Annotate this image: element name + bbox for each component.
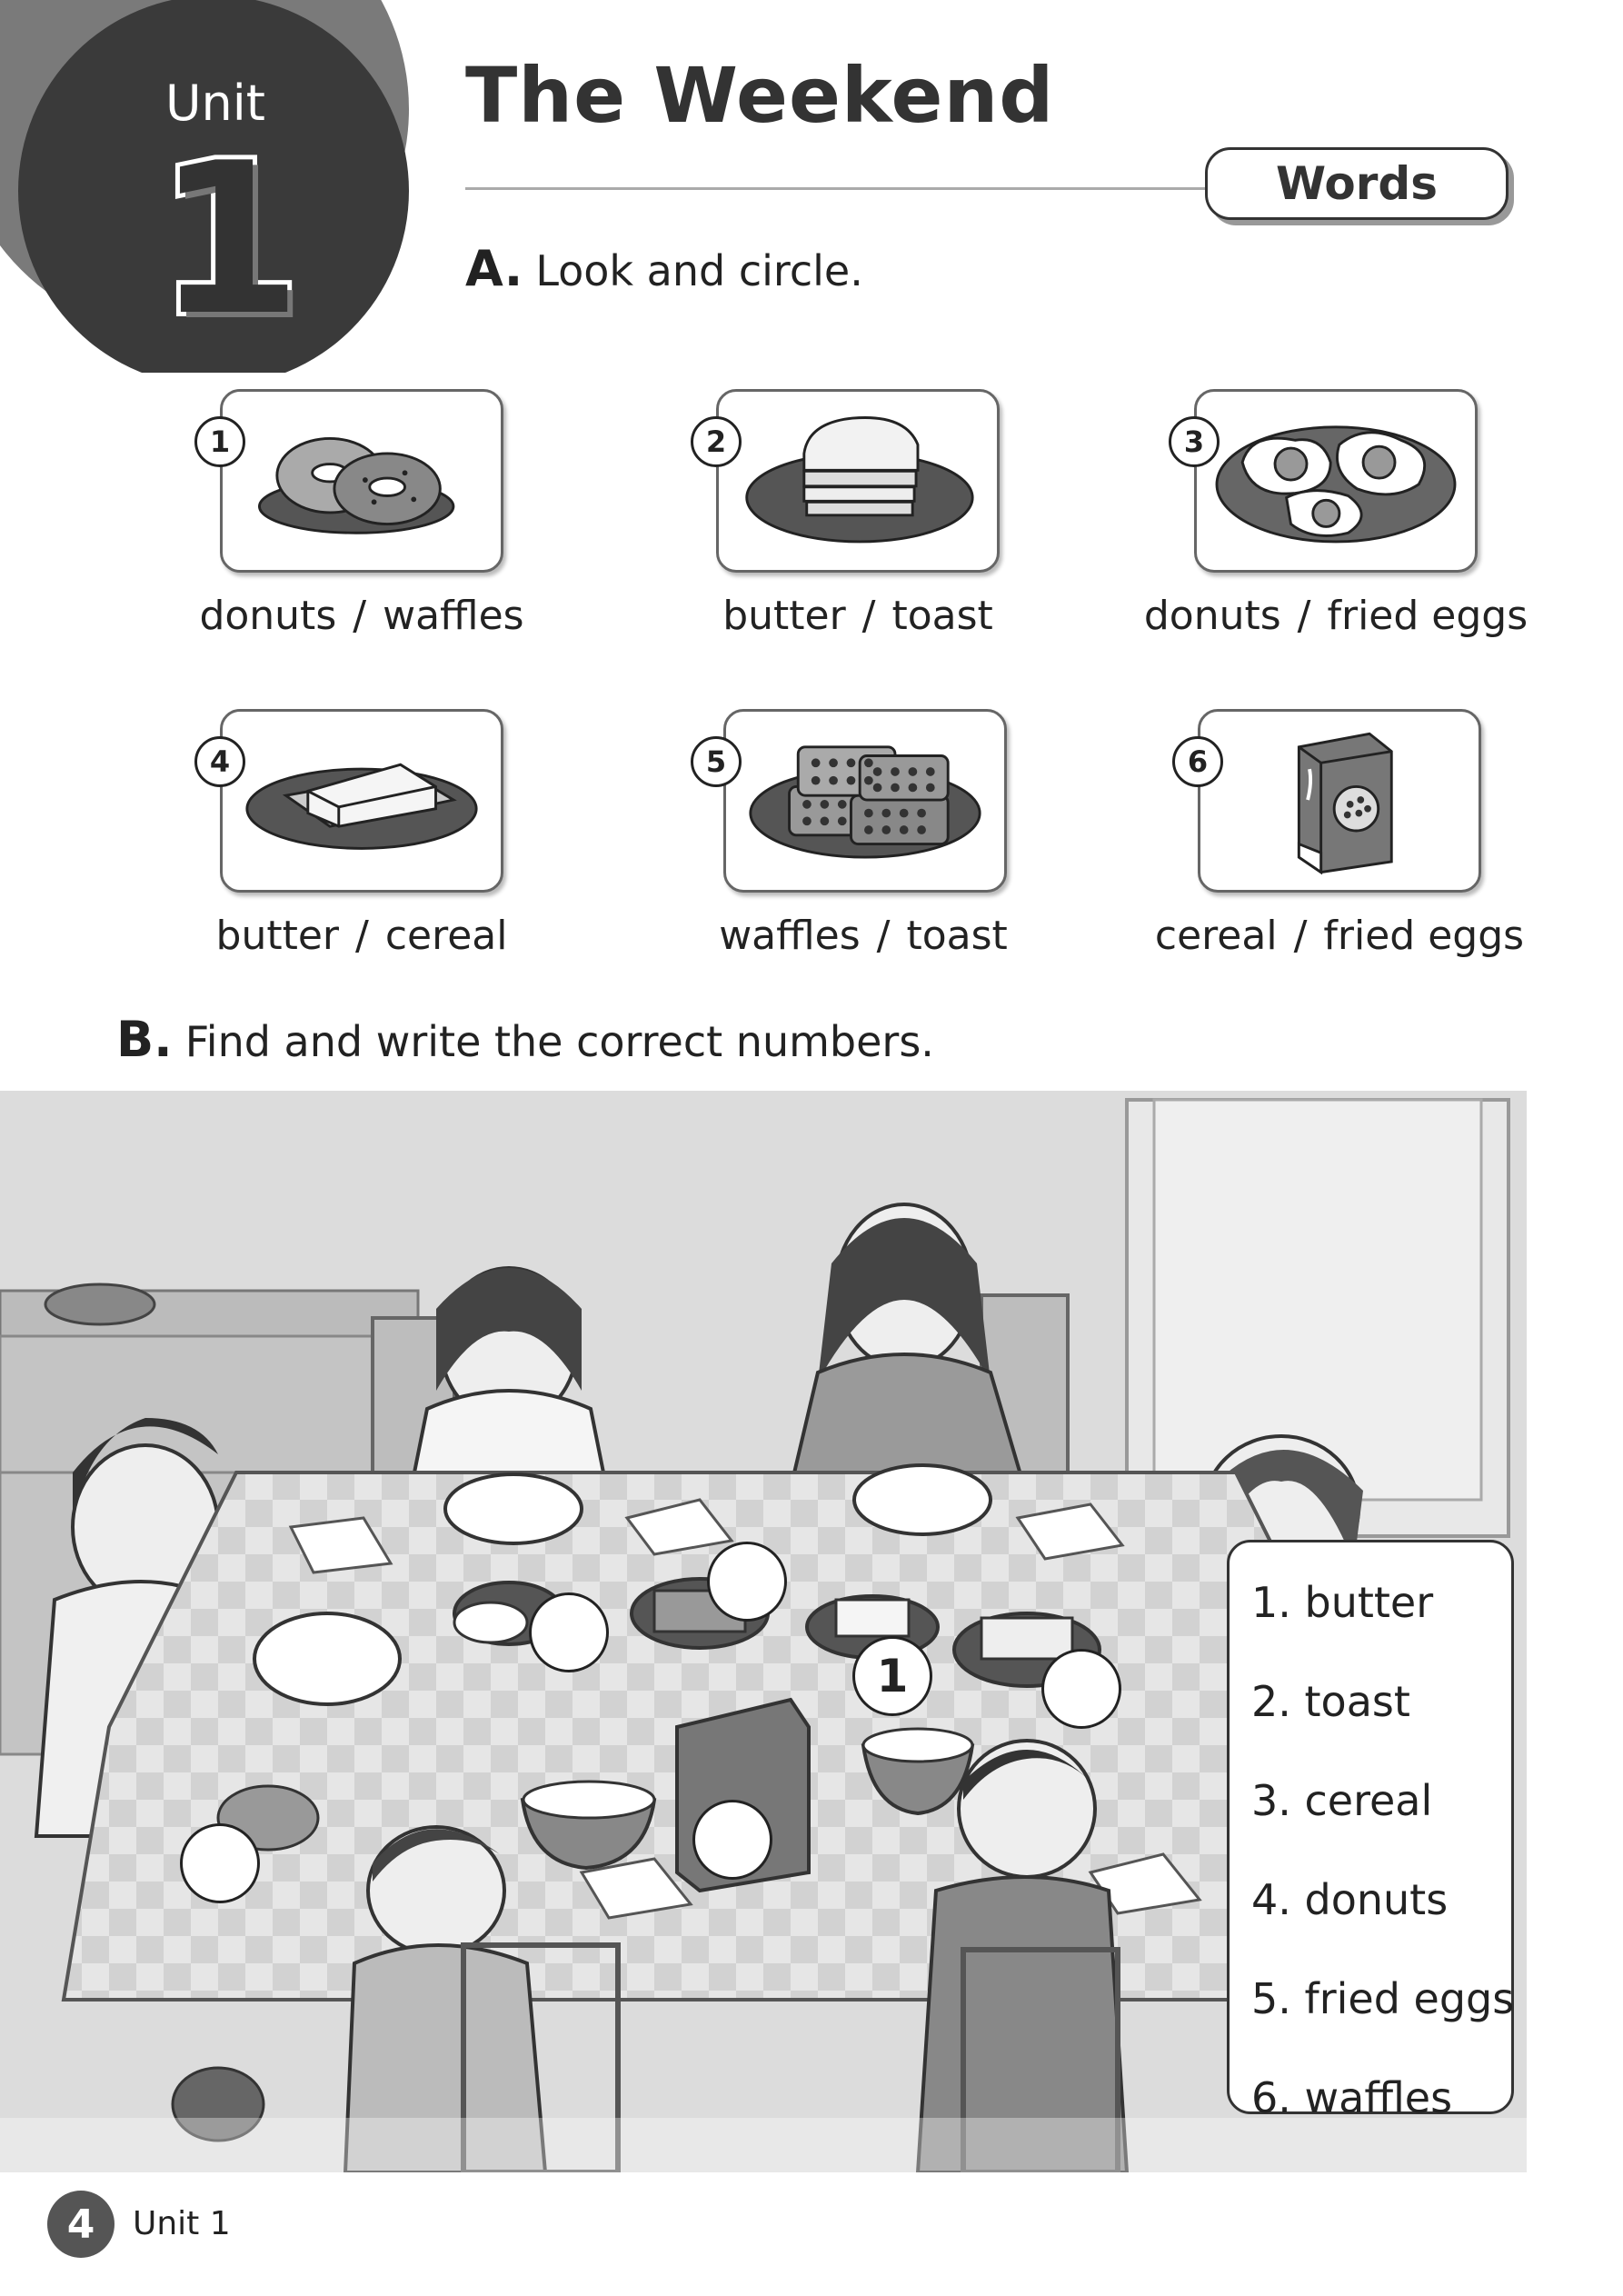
option-toast[interactable]: toast <box>906 913 1008 959</box>
answer-circle-butter[interactable]: 1 <box>852 1636 932 1716</box>
slash: / <box>353 593 367 639</box>
option-butter[interactable]: butter <box>722 593 846 639</box>
section-b-letter: B. <box>116 1011 173 1068</box>
answer-circle-cereal[interactable] <box>692 1800 772 1880</box>
waffles-illustration <box>726 712 1004 890</box>
option-donuts[interactable]: donuts <box>199 593 337 639</box>
footer-unit-label: Unit 1 <box>133 2205 231 2242</box>
answer-circle-donuts[interactable] <box>180 1823 260 1903</box>
option-fried-eggs[interactable]: fried eggs <box>1323 913 1525 959</box>
item-number-3: 3 <box>1169 416 1220 467</box>
option-toast[interactable]: toast <box>891 593 993 639</box>
answer-circle-toast[interactable] <box>1041 1649 1121 1729</box>
item-number-4: 4 <box>194 736 245 787</box>
section-a-letter: A. <box>465 240 523 297</box>
toast-illustration <box>719 392 997 570</box>
picture-card-donuts <box>220 389 503 573</box>
answer-circle-fried-eggs[interactable] <box>529 1592 609 1672</box>
option-cereal[interactable]: cereal <box>1154 913 1278 959</box>
unit-label: Unit <box>165 75 265 132</box>
section-a-heading <box>465 240 863 297</box>
choice-row-4 <box>162 913 562 959</box>
word-list-item: 6. waffles <box>1251 2073 1453 2122</box>
picture-card-fried-eggs <box>1194 389 1478 573</box>
word-list-item: 2. toast <box>1251 1677 1410 1726</box>
section-a-instruction: Look and circle. <box>535 246 863 295</box>
item-number-5: 5 <box>691 736 742 787</box>
slash: / <box>355 913 369 959</box>
slash: / <box>1297 593 1311 639</box>
slash: / <box>876 913 891 959</box>
unit-number: 1 <box>156 119 303 362</box>
word-list-item: 1. butter <box>1251 1578 1434 1627</box>
picture-card-waffles <box>723 709 1007 893</box>
picture-card-cereal <box>1198 709 1481 893</box>
slash: / <box>1293 913 1308 959</box>
word-list-item: 3. cereal <box>1251 1776 1433 1825</box>
choice-row-2 <box>658 593 1058 639</box>
butter-illustration <box>223 712 501 890</box>
title-divider <box>465 187 1210 190</box>
slash: / <box>861 593 876 639</box>
option-butter[interactable]: butter <box>215 913 339 959</box>
donuts-illustration <box>223 392 501 570</box>
word-list-item: 5. fried eggs <box>1251 1974 1515 2023</box>
words-tab: Words <box>1205 147 1508 220</box>
item-number-2: 2 <box>691 416 742 467</box>
section-b-instruction: Find and write the correct numbers. <box>184 1017 934 1066</box>
page-title: The Weekend <box>465 51 1055 140</box>
option-waffles[interactable]: waffles <box>719 913 861 959</box>
picture-card-butter <box>220 709 503 893</box>
option-donuts[interactable]: donuts <box>1143 593 1281 639</box>
cereal-box-illustration <box>1200 712 1479 890</box>
word-list-box <box>1227 1540 1515 2122</box>
option-fried-eggs[interactable]: fried eggs <box>1327 593 1528 639</box>
item-number-6: 6 <box>1172 736 1223 787</box>
choice-row-1 <box>162 593 562 639</box>
answer-circle-waffles[interactable] <box>707 1542 787 1622</box>
item-number-1: 1 <box>194 416 245 467</box>
fried-eggs-illustration <box>1197 392 1475 570</box>
choice-row-5 <box>663 913 1063 959</box>
option-cereal[interactable]: cereal <box>384 913 508 959</box>
choice-row-3 <box>1136 593 1536 639</box>
picture-card-toast <box>716 389 1000 573</box>
choice-row-6 <box>1140 913 1539 959</box>
section-b-heading <box>116 1011 934 1068</box>
page-number: 4 <box>47 2191 115 2258</box>
option-waffles[interactable]: waffles <box>383 593 524 639</box>
word-list-item: 4. donuts <box>1251 1875 1449 1924</box>
